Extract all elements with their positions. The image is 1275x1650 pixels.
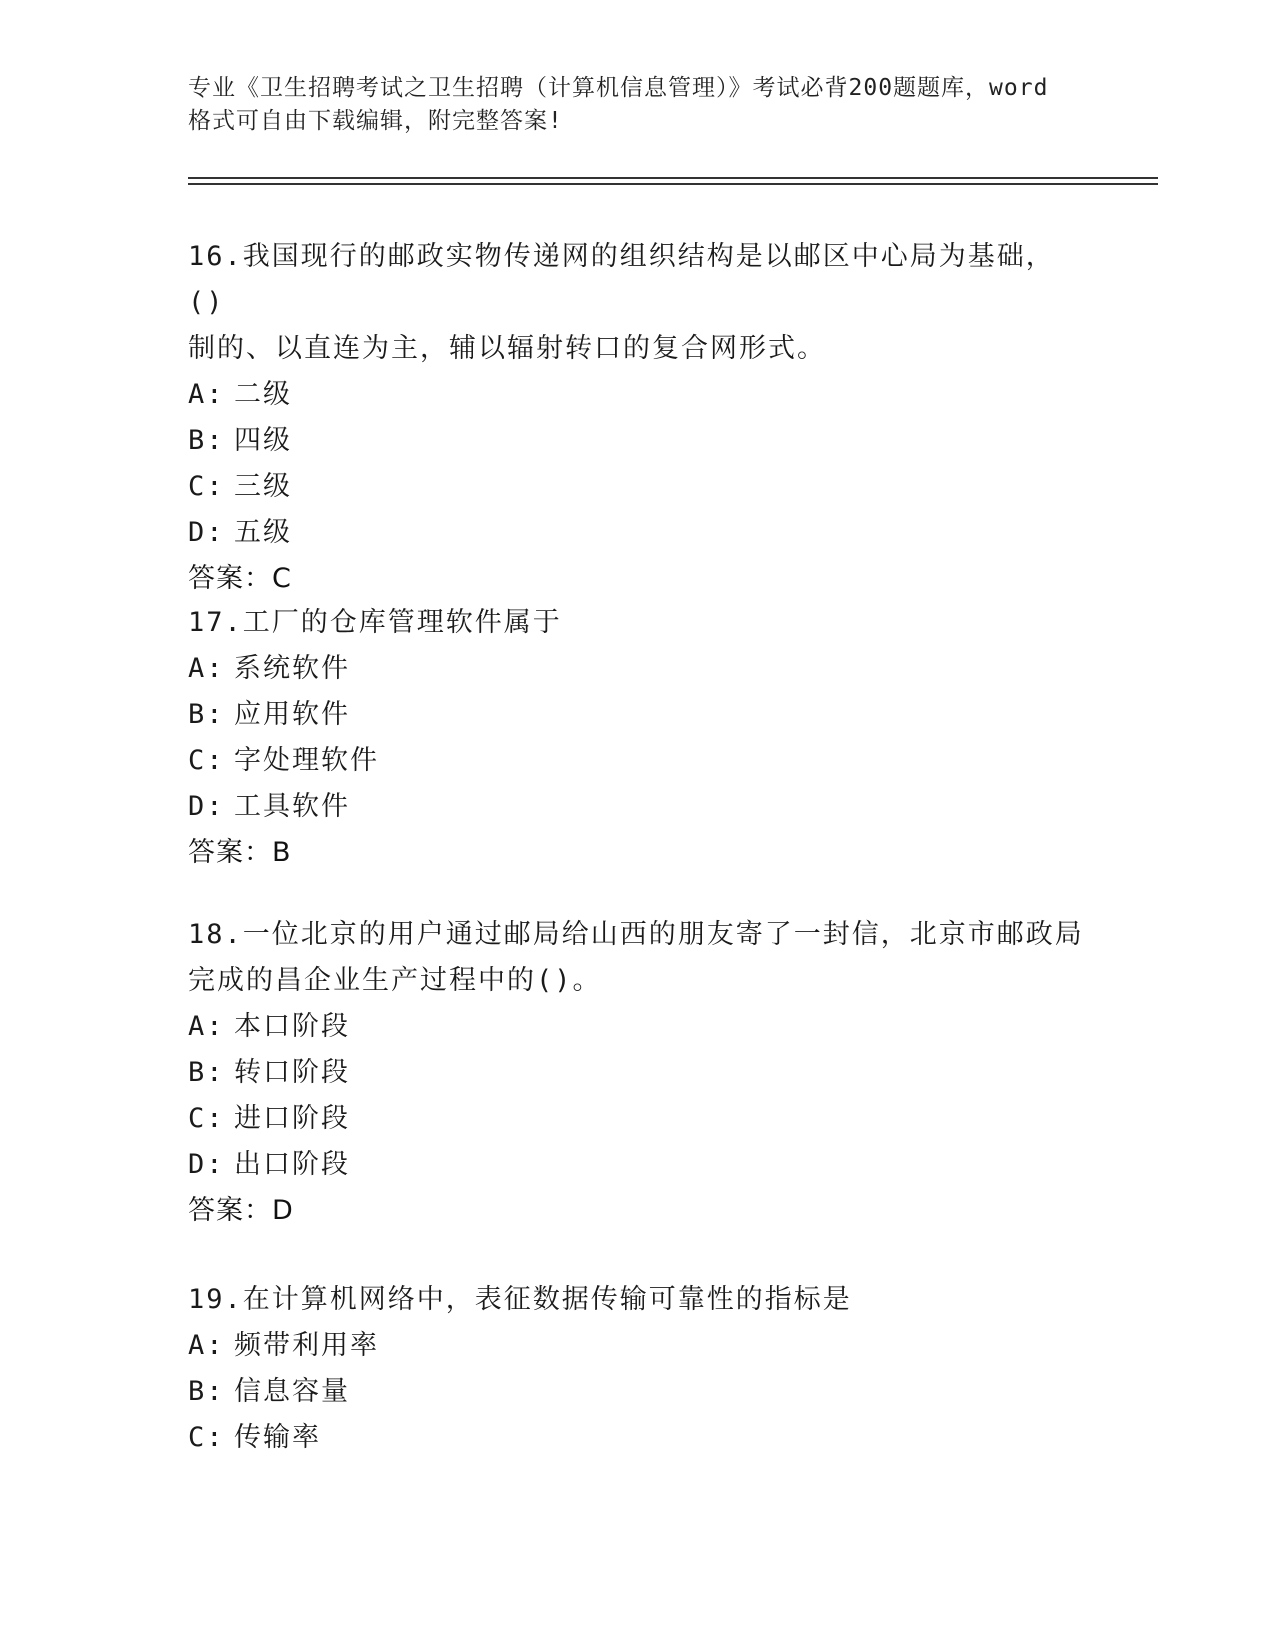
question-stem-line: 制的、以直连为主，辅以辐射转口的复合网形式。 (188, 333, 826, 364)
option-d (188, 510, 1088, 556)
option-c (188, 464, 1088, 510)
option-key: C: (188, 1422, 225, 1453)
option-text: 二级 (234, 379, 292, 410)
answer-line: 答案：D (188, 1195, 294, 1226)
option-b (188, 1369, 1088, 1415)
option-a (188, 1323, 1088, 1369)
question-16 (188, 234, 1088, 602)
question-stem-line: 16.我国现行的邮政实物传递网的组织结构是以邮区中心局为基础，() (188, 241, 1055, 318)
option-text: 应用软件 (234, 699, 350, 730)
option-a (188, 1004, 1088, 1050)
header-divider-top (188, 177, 1158, 179)
option-b (188, 418, 1088, 464)
option-key: D: (188, 791, 225, 822)
question-stem-line: 完成的昌企业生产过程中的()。 (188, 965, 602, 996)
question-19 (188, 1277, 1088, 1461)
option-text: 传输率 (234, 1422, 321, 1453)
option-text: 出口阶段 (234, 1149, 350, 1180)
option-a (188, 646, 1088, 692)
option-d (188, 1142, 1088, 1188)
option-c (188, 738, 1088, 784)
option-text: 本口阶段 (234, 1011, 350, 1042)
option-key: D: (188, 517, 225, 548)
option-key: B: (188, 1376, 225, 1407)
option-text: 信息容量 (234, 1376, 350, 1407)
option-key: C: (188, 745, 225, 776)
option-key: D: (188, 1149, 225, 1180)
option-c (188, 1415, 1088, 1461)
option-key: A: (188, 1330, 225, 1361)
option-key: B: (188, 425, 225, 456)
option-text: 系统软件 (234, 653, 350, 684)
question-stem-line: 18.一位北京的用户通过邮局给山西的朋友寄了一封信，北京市邮政局 (188, 919, 1084, 950)
option-text: 频带利用率 (234, 1330, 379, 1361)
option-text: 工具软件 (234, 791, 350, 822)
option-b (188, 1050, 1088, 1096)
option-key: A: (188, 1011, 225, 1042)
option-key: C: (188, 471, 225, 502)
question-stem-line: 19.在计算机网络中，表征数据传输可靠性的指标是 (188, 1284, 852, 1315)
answer-line: 答案：C (188, 563, 292, 594)
option-key: A: (188, 379, 225, 410)
option-c (188, 1096, 1088, 1142)
option-key: B: (188, 699, 225, 730)
header-divider-bottom (188, 183, 1158, 185)
option-key: B: (188, 1057, 225, 1088)
document-header (188, 72, 1108, 138)
option-a (188, 372, 1088, 418)
question-17 (188, 600, 1088, 876)
answer-line: 答案：B (188, 837, 292, 868)
header-line-1: 专业《卫生招聘考试之卫生招聘（计算机信息管理）》考试必背200题题库，word (188, 75, 1049, 101)
option-text: 字处理软件 (234, 745, 379, 776)
option-text: 五级 (234, 517, 292, 548)
option-text: 转口阶段 (234, 1057, 350, 1088)
question-18 (188, 912, 1088, 1234)
option-text: 三级 (234, 471, 292, 502)
option-d (188, 784, 1088, 830)
option-b (188, 692, 1088, 738)
option-text: 四级 (234, 425, 292, 456)
option-text: 进口阶段 (234, 1103, 350, 1134)
option-key: A: (188, 653, 225, 684)
header-line-2: 格式可自由下载编辑，附完整答案! (188, 108, 563, 134)
option-key: C: (188, 1103, 225, 1134)
question-stem-line: 17.工厂的仓库管理软件属于 (188, 607, 562, 638)
